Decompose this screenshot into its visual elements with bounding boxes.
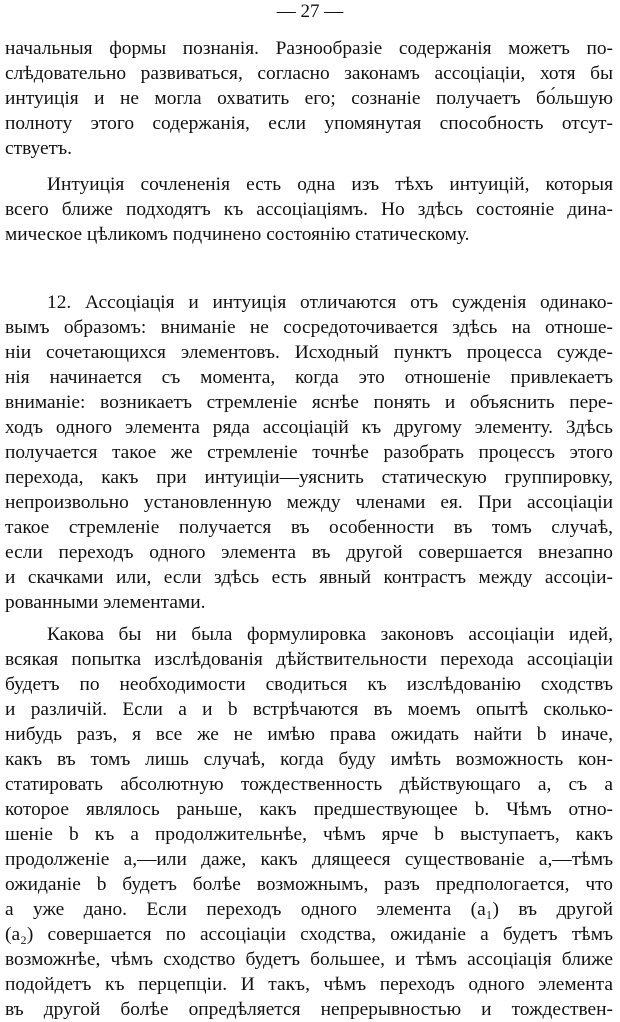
text-line: какъ въ томъ лишь случаѣ, когда буду имѣть возможность кон- <box>5 749 613 770</box>
text-line: такое стремленіе получается въ особенности въ томъ случаѣ, <box>5 517 613 538</box>
text-line: Какова бы ни была формулировка законовъ ассоціаціи идей, <box>47 624 613 645</box>
text-line: слѣдовательно развиваться, согласно законамъ ассоціаціи, хотя бы <box>5 63 613 84</box>
text-line: (a₂) совершается по ассоціаціи сходства, ожиданіе a будетъ тѣмъ <box>5 924 613 945</box>
text-line: нибудь разъ, я все же не имѣю права ожидать найти b иначе, <box>5 724 613 745</box>
text-line: вымъ образомъ: вниманіе не сосредоточивается здѣсь на отноше- <box>5 317 613 338</box>
text-line: ожиданіе b будетъ болѣе возможнымъ, разъ предпологается, что <box>5 874 613 895</box>
text-line: и различій. Если a и b встрѣчаются въ моемъ опытѣ сколько- <box>5 699 613 720</box>
page-number: — 27 — <box>276 1 344 22</box>
text-line: нія начинается съ момента, когда это отношеніе привлекаетъ <box>5 367 613 388</box>
text-line: Интуиція сочлененія есть одна изъ тѣхъ интуицій, которыя <box>47 174 613 195</box>
text-line: 12. Ассоціація и интуиція отличаются отъ сужденія одинако- <box>47 292 613 313</box>
text-line: всякая попытка изслѣдованія дѣйствительности перехода ассоціаціи <box>5 649 613 670</box>
paragraph-3 <box>5 290 613 615</box>
text-line: въ другой болѣе опредѣляется непрерывностью и тождествен- <box>5 999 613 1020</box>
text-line: возможнѣе, чѣмъ сходство будетъ большее, и тѣмъ ассоціація ближе <box>5 949 613 970</box>
paragraph-2 <box>5 172 613 247</box>
paragraph-4 <box>5 622 613 1022</box>
text-line: непроизвольно установленную между членами ея. При ассоціаціи <box>5 492 613 513</box>
paragraph-1 <box>5 36 613 161</box>
text-line: статировать абсолютную тождественность дѣйствующаго a, съ a <box>5 774 613 795</box>
text-line: ствуетъ. <box>5 138 72 159</box>
text-line: всего ближе подходятъ къ ассоціаціямъ. Но здѣсь состояніе дина- <box>5 199 613 220</box>
text-line: если переходъ одного элемента въ другой совершается внезапно <box>5 542 613 563</box>
text-line: a уже дано. Если переходъ одного элемента (a₁) въ другой <box>5 899 613 920</box>
text-line: которое являлось раньше, какъ предшествующее b. Чѣмъ отно- <box>5 799 613 820</box>
text-line: вниманіе: возникаетъ стремленіе яснѣе понять и объяснить пере- <box>5 392 613 413</box>
text-line: перехода, какъ при интуиціи—уяснить статическую группировку, <box>5 467 613 488</box>
text-line: ніи сочетающихся элементовъ. Исходный пунктъ процесса сужде- <box>5 342 613 363</box>
text-line: получается такое же стремленіе точнѣе разобрать процессъ этого <box>5 442 613 463</box>
text-line: подойдетъ къ перцепціи. И такъ, чѣмъ переходъ одного элемента <box>5 974 613 995</box>
text-line: мическое цѣликомъ подчинено состоянію статическому. <box>5 224 470 245</box>
text-line: полноту этого содержанія, если упомянутая способность отсут- <box>5 113 613 134</box>
text-line: будетъ по необходимости сводиться къ изслѣдованію сходствъ <box>5 674 613 695</box>
text-line: интуиція и не могла охватить его; сознаніе получаетъ бо́льшую <box>5 88 613 109</box>
text-line: рованными элементами. <box>5 592 206 613</box>
text-line: и скачками или, если здѣсь есть явный контрастъ между ассоціи- <box>5 567 613 588</box>
text-line: шеніе b къ a продолжительнѣе, чѣмъ ярче b выступаетъ, какъ <box>5 824 613 845</box>
text-line: продолженіе a,—или даже, какъ длящееся существованіе a,—тѣмъ <box>5 849 613 870</box>
text-line: начальныя формы познанія. Разнообразіе содержанія можетъ по- <box>5 38 613 59</box>
text-line: ходъ одного элемента ряда ассоціацій къ другому элементу. Здѣсь <box>5 417 613 438</box>
